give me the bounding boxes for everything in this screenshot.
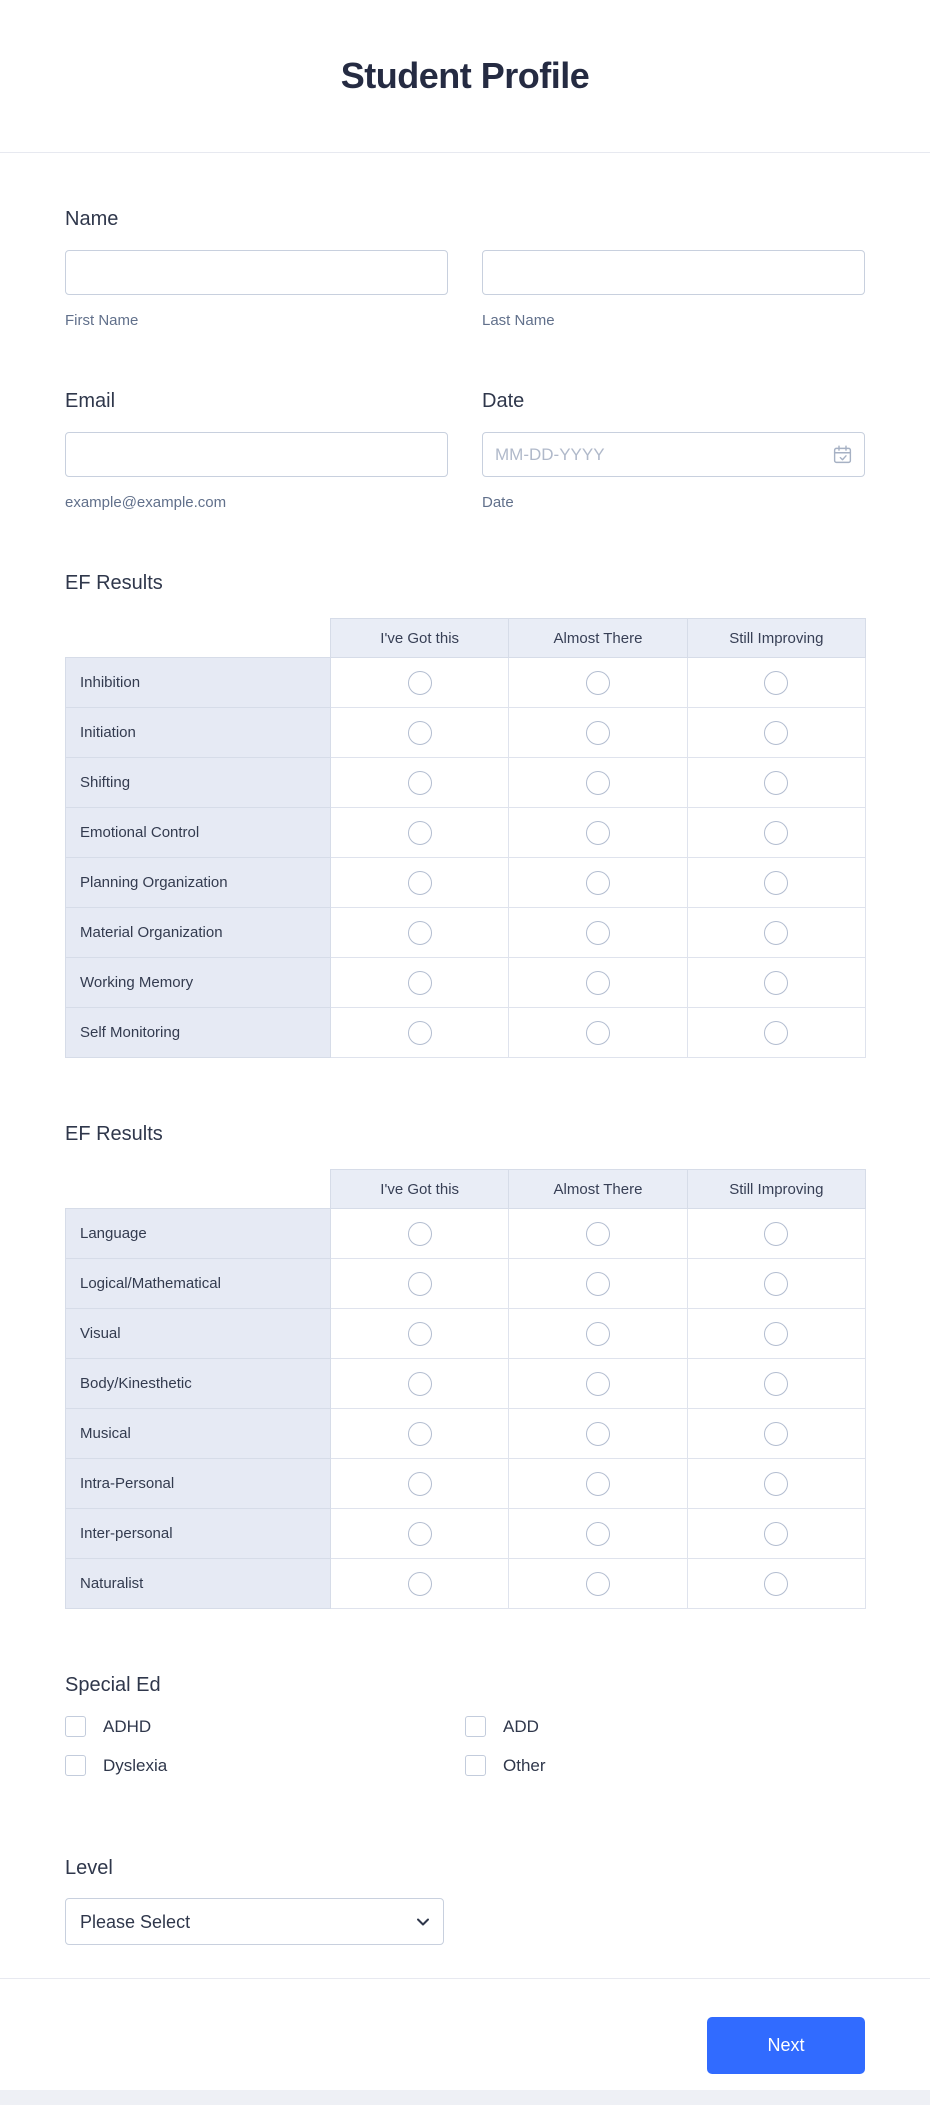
date-section	[482, 389, 865, 512]
last-name-input[interactable]	[482, 250, 865, 295]
radio-option[interactable]	[764, 1472, 788, 1496]
table-row	[66, 958, 866, 1008]
row-label: Initiation	[66, 708, 331, 758]
special-ed-options	[65, 1716, 865, 1776]
last-name-sublabel: Last Name	[482, 312, 555, 329]
radio-option[interactable]	[764, 771, 788, 795]
row-label: Planning Organization	[66, 858, 331, 908]
checkbox-item-add[interactable]	[465, 1716, 865, 1737]
table-row	[66, 1459, 866, 1509]
column-header: Almost There	[509, 619, 687, 658]
last-name-group	[482, 250, 865, 330]
radio-option[interactable]	[764, 921, 788, 945]
column-header: I've Got this	[331, 619, 509, 658]
table-header-row	[66, 619, 866, 658]
radio-option[interactable]	[408, 1472, 432, 1496]
email-sublabel: example@example.com	[65, 494, 227, 511]
level-label: Level	[65, 1857, 113, 1879]
table-header-row	[66, 1170, 866, 1209]
row-label: Body/Kinesthetic	[66, 1359, 331, 1409]
level-select-wrap	[65, 1898, 444, 1945]
column-header: I've Got this	[331, 1170, 509, 1209]
adhd-checkbox[interactable]	[65, 1716, 86, 1737]
level-section	[65, 1856, 865, 1945]
table-row	[66, 1509, 866, 1559]
email-section	[65, 389, 448, 512]
radio-option[interactable]	[408, 1222, 432, 1246]
checkbox-label: ADHD	[103, 1716, 152, 1736]
radio-option[interactable]	[408, 721, 432, 745]
radio-option[interactable]	[408, 1021, 432, 1045]
name-label: Name	[65, 208, 119, 230]
email-label: Email	[65, 390, 116, 412]
radio-option[interactable]	[586, 821, 610, 845]
radio-option[interactable]	[408, 1572, 432, 1596]
checkbox-label: ADD	[503, 1716, 539, 1736]
radio-option[interactable]	[764, 1021, 788, 1045]
radio-option[interactable]	[408, 671, 432, 695]
table-row	[66, 1259, 866, 1309]
radio-option[interactable]	[764, 1222, 788, 1246]
checkbox-item-dyslexia[interactable]	[65, 1755, 465, 1776]
ef-results-2-label: EF Results	[65, 1123, 163, 1145]
table-row	[66, 1209, 866, 1259]
ef-results-1-section	[65, 571, 865, 1058]
row-label: Language	[66, 1209, 331, 1259]
radio-option[interactable]	[764, 671, 788, 695]
radio-option[interactable]	[586, 1021, 610, 1045]
radio-option[interactable]	[586, 721, 610, 745]
table-corner-cell	[66, 1170, 331, 1209]
date-input[interactable]	[482, 432, 865, 477]
radio-option[interactable]	[586, 1572, 610, 1596]
table-corner-cell	[66, 619, 331, 658]
first-name-input[interactable]	[65, 250, 448, 295]
radio-option[interactable]	[408, 971, 432, 995]
table-row	[66, 808, 866, 858]
radio-option[interactable]	[764, 1422, 788, 1446]
radio-option[interactable]	[764, 721, 788, 745]
form-header	[0, 0, 930, 153]
date-sublabel: Date	[482, 494, 514, 511]
radio-option[interactable]	[764, 821, 788, 845]
radio-option[interactable]	[764, 1372, 788, 1396]
radio-option[interactable]	[586, 1272, 610, 1296]
row-label: Musical	[66, 1409, 331, 1459]
radio-option[interactable]	[586, 871, 610, 895]
email-input[interactable]	[65, 432, 448, 477]
ef-results-1-label: EF Results	[65, 572, 163, 594]
name-section	[65, 207, 865, 330]
radio-option[interactable]	[764, 871, 788, 895]
row-label: Inter-personal	[66, 1509, 331, 1559]
table-row	[66, 658, 866, 708]
table-row	[66, 1359, 866, 1409]
checkbox-label: Other	[503, 1755, 546, 1775]
radio-option[interactable]	[408, 1272, 432, 1296]
first-name-sublabel: First Name	[65, 312, 139, 329]
radio-option[interactable]	[408, 1522, 432, 1546]
radio-option[interactable]	[586, 1522, 610, 1546]
row-label: Working Memory	[66, 958, 331, 1008]
form-body	[0, 207, 930, 1945]
table-row	[66, 858, 866, 908]
radio-option[interactable]	[586, 1372, 610, 1396]
next-button[interactable]: Next	[707, 2017, 865, 2074]
page-title: Student Profile	[340, 55, 590, 96]
row-label: Visual	[66, 1309, 331, 1359]
row-label: Inhibition	[66, 658, 331, 708]
table-row	[66, 1409, 866, 1459]
footer-divider	[0, 1978, 930, 1979]
radio-option[interactable]	[586, 771, 610, 795]
level-select[interactable]	[65, 1898, 444, 1945]
table-row	[66, 758, 866, 808]
row-label: Logical/Mathematical	[66, 1259, 331, 1309]
row-label: Shifting	[66, 758, 331, 808]
row-label: Material Organization	[66, 908, 331, 958]
table-row	[66, 708, 866, 758]
radio-option[interactable]	[764, 1272, 788, 1296]
radio-option[interactable]	[408, 1322, 432, 1346]
table-row	[66, 1309, 866, 1359]
checkbox-item-other[interactable]	[465, 1755, 865, 1776]
row-label: Emotional Control	[66, 808, 331, 858]
radio-option[interactable]	[408, 871, 432, 895]
column-header: Still Improving	[687, 1170, 865, 1209]
column-header: Almost There	[509, 1170, 687, 1209]
checkbox-label: Dyslexia	[103, 1755, 168, 1775]
radio-option[interactable]	[764, 1572, 788, 1596]
radio-option[interactable]	[586, 1472, 610, 1496]
dyslexia-checkbox[interactable]	[65, 1755, 86, 1776]
radio-option[interactable]	[586, 671, 610, 695]
column-header: Still Improving	[687, 619, 865, 658]
radio-option[interactable]	[408, 771, 432, 795]
calendar-icon[interactable]	[832, 444, 853, 465]
add-checkbox[interactable]	[465, 1716, 486, 1737]
table-row	[66, 1559, 866, 1609]
email-date-row	[65, 389, 865, 512]
special-ed-section	[65, 1673, 865, 1776]
table-row	[66, 1008, 866, 1058]
form-footer	[0, 2017, 930, 2074]
radio-option[interactable]	[764, 1522, 788, 1546]
radio-option[interactable]	[408, 1422, 432, 1446]
ef-results-2-section	[65, 1122, 865, 1609]
table-row	[66, 908, 866, 958]
row-label: Intra-Personal	[66, 1459, 331, 1509]
radio-option[interactable]	[408, 921, 432, 945]
row-label: Naturalist	[66, 1559, 331, 1609]
date-label: Date	[482, 390, 525, 412]
radio-option[interactable]	[408, 821, 432, 845]
radio-option[interactable]	[586, 921, 610, 945]
checkbox-item-adhd[interactable]	[65, 1716, 465, 1737]
radio-option[interactable]	[586, 1422, 610, 1446]
radio-option[interactable]	[408, 1372, 432, 1396]
radio-option[interactable]	[764, 1322, 788, 1346]
radio-option[interactable]	[764, 971, 788, 995]
row-label: Self Monitoring	[66, 1008, 331, 1058]
radio-option[interactable]	[586, 1222, 610, 1246]
first-name-group	[65, 250, 448, 330]
radio-option[interactable]	[586, 971, 610, 995]
ef-results-1-table	[65, 618, 866, 1058]
special-ed-label: Special Ed	[65, 1674, 161, 1696]
radio-option[interactable]	[586, 1322, 610, 1346]
other-checkbox[interactable]	[465, 1755, 486, 1776]
ef-results-2-table	[65, 1169, 866, 1609]
